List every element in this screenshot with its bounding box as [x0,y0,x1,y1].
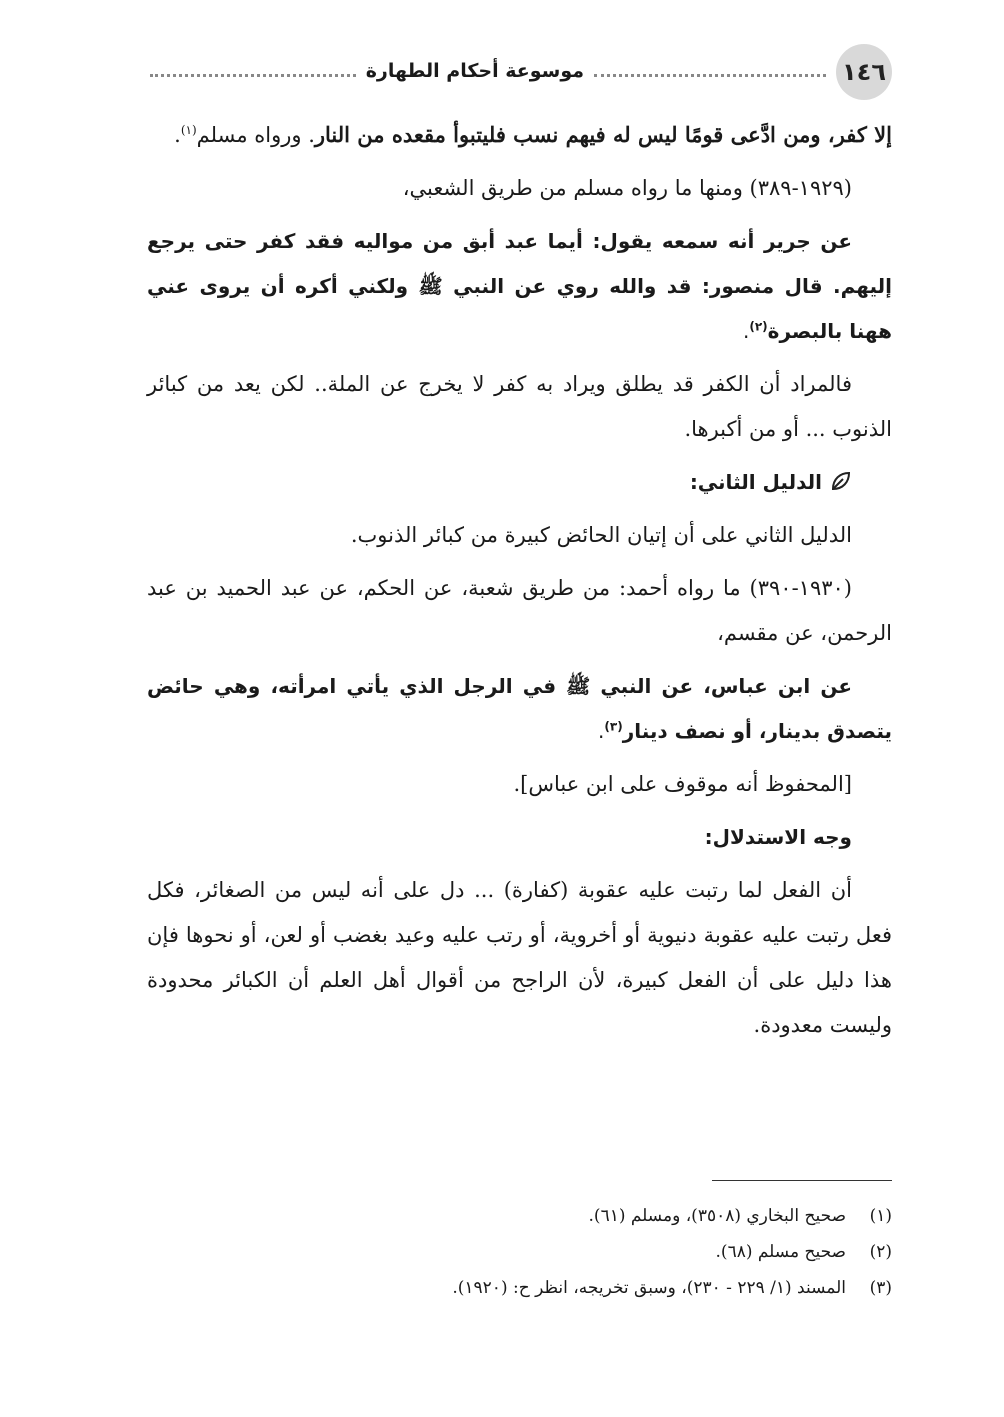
section-heading-inference: وجه الاستدلال: [704,825,852,849]
hadith-ibn-abbas-text: عن ابن عباس، عن النبي ﷺ في الرجل الذي يأتي امرأته، وهي حائض يتصدق بدينار، أو نصف دينار [147,674,892,743]
page-number: ١٤٦ [836,44,892,100]
paragraph-inference: أن الفعل لما رتبت عليه عقوبة (كفارة) ... دل على أنه ليس من الصغائر، فكل فعل رتبت عليه عقوبة دنيوية أو أخروية، أو رتب عليه وعيد بغضب أو لعن، أو نحوها فإن هذا دليل على أن الفعل كبيرة، لأن الراجح من أقوال أهل العلم أن الكبائر محدودة وليست معدودة. [147,878,892,1037]
paragraph-hadith-jarir [147,219,892,354]
book-title: موسوعة أحكام الطهارة [358,60,592,82]
paragraph-chain-1929: (١٩٢٩-٣٨٩) ومنها ما رواه مسلم من طريق الشعبي، [402,176,852,200]
footnote-number: (١) [869,1206,892,1226]
paragraph-mawquf-note: [المحفوظ أنه موقوف على ابن عباس]. [513,772,852,796]
footnote-ref-2[interactable]: (٢) [749,319,768,334]
sentence-end: . [598,719,605,743]
paragraph-explanation: فالمراد أن الكفر قد يطلق ويراد به كفر لا يخرج عن الملة.. لكن يعد من كبائر الذنوب ... أو من أكبرها. [147,372,892,441]
footnote-item [147,1234,892,1270]
paragraph-hadith-end [147,112,892,158]
sentence-end: . [742,319,750,343]
leaf-icon [830,463,852,485]
footnote-ref-1[interactable]: (١) [180,123,197,137]
main-text [147,112,892,1056]
heading-text: الدليل الثاني: [689,470,822,494]
header-dotted-line-left [150,74,374,77]
running-header [150,44,892,104]
hadith-text-bold: إلا كفر، ومن ادَّعى قومًا ليس له فيهم نسب فليتبوأ مقعده من النار [314,122,892,147]
footnote-text: المسند (١/ ٢٢٩ - ٢٣٠)، وسبق تخريجه، انظر ح: (١٩٢٠). [452,1278,846,1298]
header-dotted-line-right [594,74,826,77]
footnote-text: صحيح البخاري (٣٥٠٨)، ومسلم (٦١). [588,1206,846,1226]
footnote-number: (٢) [869,1242,892,1262]
paragraph-hadith-ibn-abbas [147,664,892,754]
footnote-item [147,1270,892,1306]
footnote-separator [712,1180,892,1181]
paragraph-chain-1930: (١٩٣٠-٣٩٠) ما رواه أحمد: من طريق شعبة، عن الحكم، عن عبد الحميد بن عبد الرحمن، عن مقسم، [147,576,892,645]
sentence-end: . [174,123,181,147]
hadith-jarir-text: عن جرير أنه سمعه يقول: أيما عبد أبق من مواليه فقد كفر حتى يرجع إليهم. قال منصور: قد والله روي عن النبي ﷺ ولكني أكره أن يروى عني ههنا بالبصرة [147,229,892,343]
footnote-ref-3[interactable]: (٣) [604,719,623,734]
footnote-number: (٣) [869,1278,892,1298]
footnote-text: صحيح مسلم (٦٨). [715,1242,846,1262]
narration-note: . ورواه مسلم [196,123,315,147]
paragraph-second-evidence: الدليل الثاني على أن إتيان الحائض كبيرة من كبائر الذنوب. [350,523,852,547]
footnote-item [147,1198,892,1234]
footnotes [147,1198,892,1306]
section-heading-second-evidence [147,460,852,505]
